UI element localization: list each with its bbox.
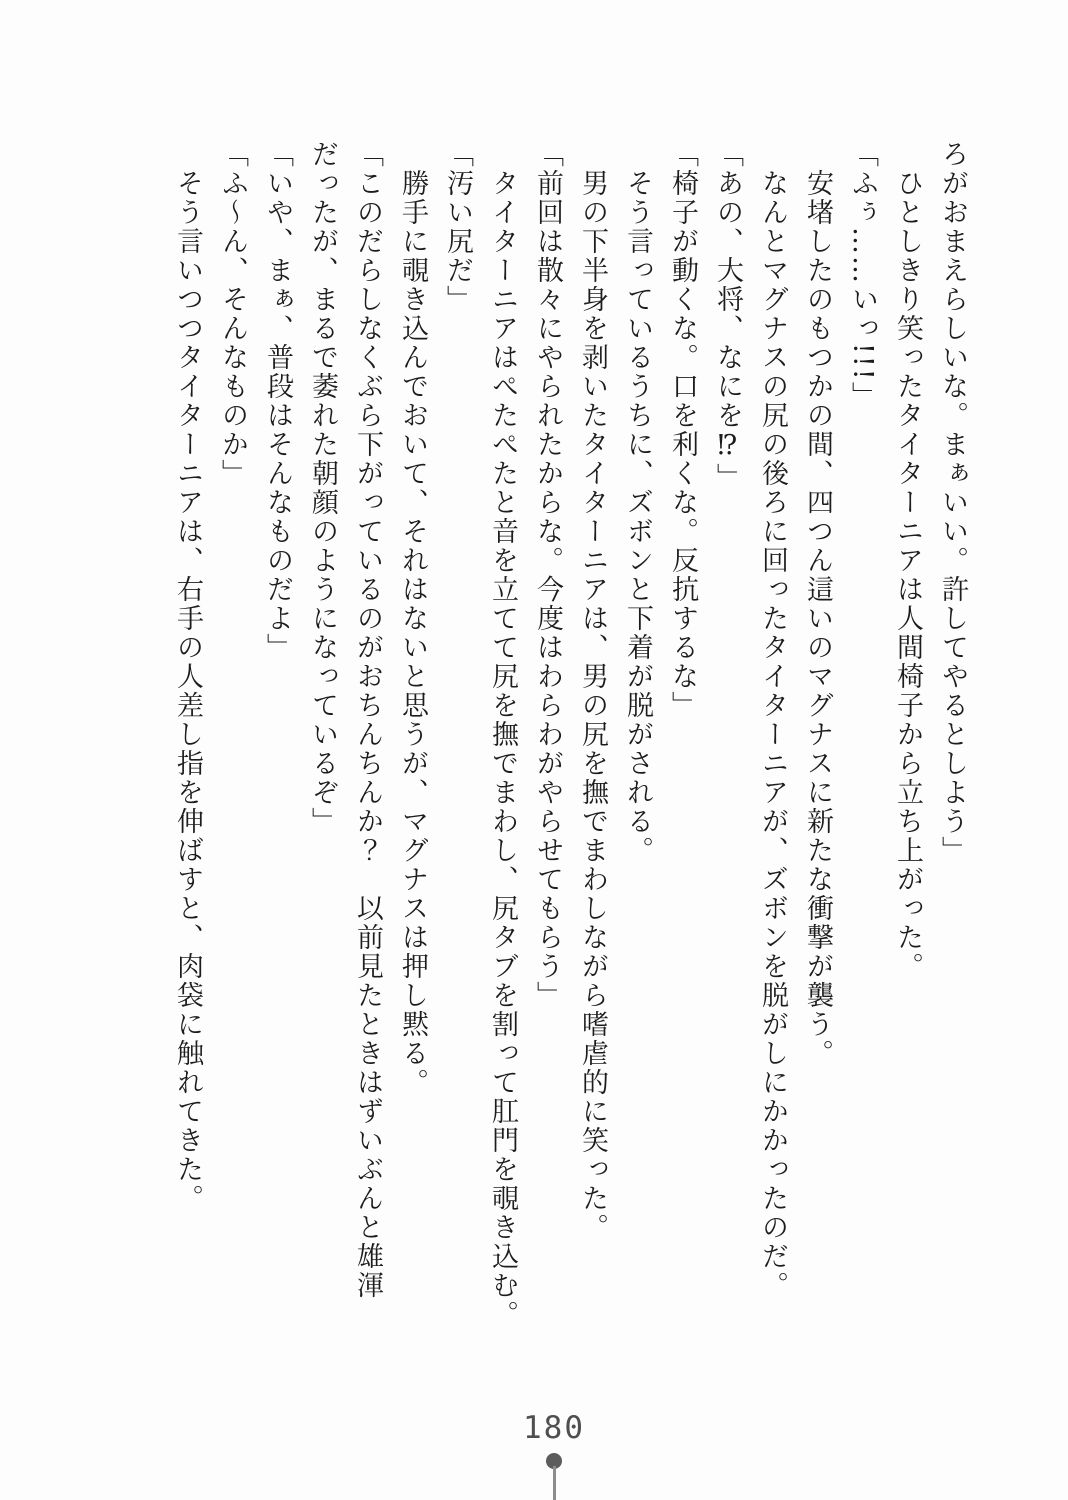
paragraph: ひとしきり笑ったタイターニアは人間椅子から立ち上がった。 bbox=[892, 140, 923, 981]
paragraph: 「あの、大将、なにを⁉」 bbox=[712, 140, 743, 492]
paragraph: 勝手に覗き込んでおいて、それはないと思うが、マグナスは押し黙る。 bbox=[397, 140, 428, 1097]
paragraph: 「前回は散々にやられたからな。今度はわらわがやらせてもらう」 bbox=[532, 140, 563, 1010]
paragraph: ろがおまえらしいな。まぁいい。許してやるとしよう」 bbox=[937, 140, 968, 865]
paragraph: 安堵したのもつかの間、四つん這いのマグナスに新たな衝撃が襲う。 bbox=[802, 140, 833, 1068]
paragraph: 「汚い尻だ」 bbox=[442, 140, 473, 314]
page-number: 180 bbox=[523, 1410, 585, 1446]
footer-line bbox=[553, 1466, 556, 1500]
paragraph: 「ふぅ……いっ!!!」 bbox=[847, 140, 878, 411]
paragraph: 「椅子が動くな。口を利くな。反抗するな」 bbox=[667, 140, 698, 720]
paragraph: 「いや、まぁ、普段はそんなものだよ」 bbox=[262, 140, 293, 662]
paragraph: そう言いつつタイターニアは、右手の人差し指を伸ばすと、肉袋に触れてきた。 bbox=[172, 140, 203, 1213]
paragraph: そう言っているうちに、ズボンと下着が脱がされる。 bbox=[622, 140, 653, 865]
paragraph: 「ふ〜ん、そんなものか」 bbox=[217, 140, 248, 488]
paragraph: なんとマグナスの尻の後ろに回ったタイターニアが、ズボンを脱がしにかかったのだ。 bbox=[757, 140, 788, 1300]
paragraph: タイターニアはぺたぺたと音を立てて尻を撫でまわし、尻タブを割って肛門を覗き込む。 bbox=[487, 140, 518, 1329]
main-text bbox=[165, 140, 975, 1332]
paragraph: 男の下半身を剥いたタイターニアは、男の尻を撫でまわしながら嗜虐的に笑った。 bbox=[577, 140, 608, 1242]
paragraph: 「このだらしなくぶら下がっているのがおちんちんか？ 以前見たときはずいぶんと雄渾だったが、まるで萎れた朝顔のようになっているぞ」 bbox=[307, 140, 383, 1300]
